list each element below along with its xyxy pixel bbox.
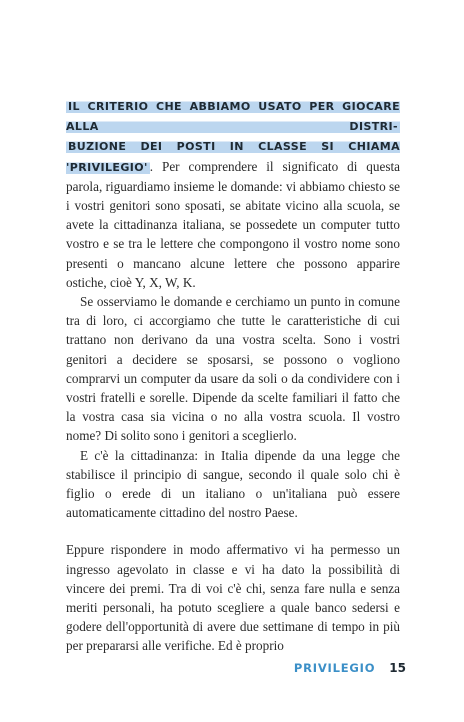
highlighted-definition-line-2: BUZIONE DEI POSTI IN CLASSE SI CHIAMA 'PRIVILEGIO' xyxy=(66,140,400,174)
page-number: 15 xyxy=(389,661,406,675)
paragraph-4: Eppure rispondere in modo affermativo vi ha permesso un ingresso agevolato in classe e vi ha dato la possibilità di vincere dei premi. Tra di voi c'è chi, senza fare nulla e senza meriti personali, ha potuto scegliere a quale banco sedersi e godere dell'opportunità di avere due settimane di tempo in più per prepararsi alle verifiche. Ed è proprio xyxy=(66,542,400,654)
paragraph-2: Se osserviamo le domande e cerchiamo un punto in comune tra di loro, ci accorgiamo che tutte le caratteristiche di cui trattano non derivano da una vostra scelta. Sono i vostri genitori a decidere se sposarsi, se possono o vogliono comprarvi un computer da usare da soli o da condividere con i vostri fratelli e sorelle. Dipende da scelte familiari il fatto che la vostra casa sia vicina o no alla vostra scuola. Il vostro nome? Di solito sono i genitori a sceglierlo. xyxy=(66,294,400,444)
paragraph-1 xyxy=(66,96,400,292)
highlighted-definition-line-1: IL CRITERIO CHE ABBIAMO USATO PER GIOCARE ALLA DISTRI- xyxy=(66,100,400,134)
page-footer xyxy=(294,661,406,675)
section-gap xyxy=(66,522,400,540)
paragraph-3: E c'è la cittadinanza: in Italia dipende da una legge che stabilisce il principio di sangue, secondo il quale solo chi è figlio o erede di un italiano o un'italiana può essere automaticamente cittadino del nostro Paese. xyxy=(66,447,400,521)
running-head: PRIVILEGIO xyxy=(293,661,376,675)
highlight-line-1-wrap xyxy=(66,96,400,136)
paragraph-1-text: . Per comprendere il significato di questa parola, riguardiamo insieme le domande: vi abbiamo chiesto se i vostri genitori sono sposati, se abitate vicino alla scuola, se avete la cittadinanza italiana, se possedete un computer tutto vostro e se tra le lettere che compongono il vostro nome sono presenti o mancano alcune lettere che possono apparire ostiche, cioè Y, X, W, K. xyxy=(66,158,400,290)
body-text xyxy=(66,96,400,656)
